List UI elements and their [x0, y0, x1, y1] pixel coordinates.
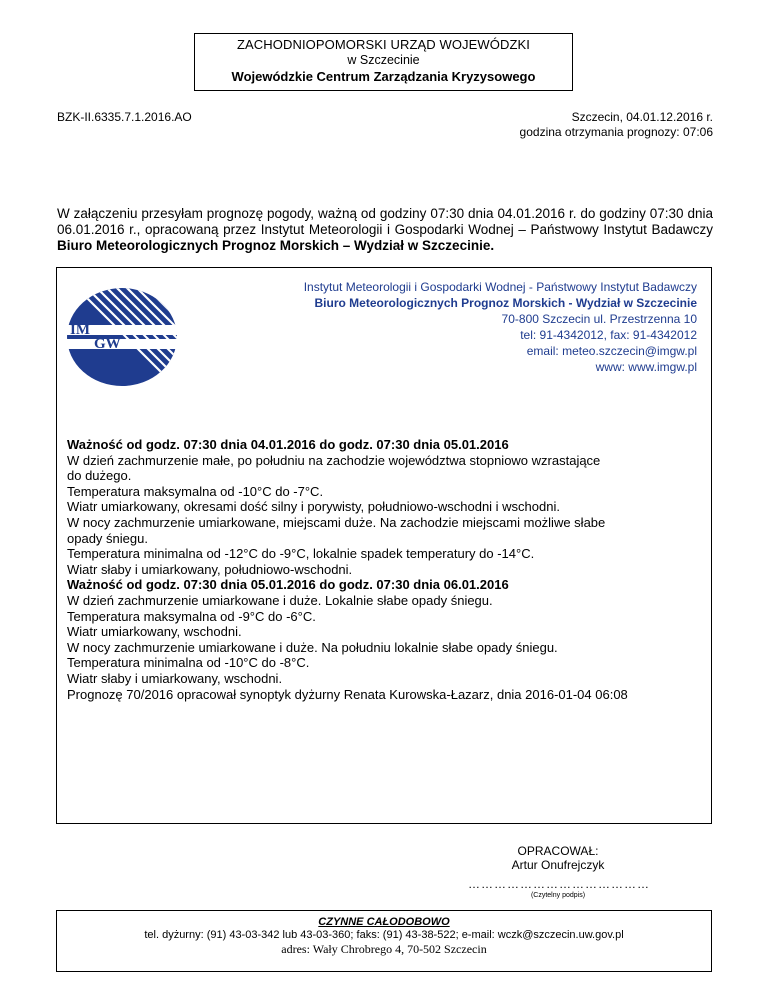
institute-www: www: www.imgw.pl [595, 360, 697, 374]
logo-text-bottom: GW [94, 336, 121, 352]
institute-address: 70-800 Szczecin ul. Przestrzenna 10 [501, 312, 697, 326]
forecast-line: Temperatura minimalna od -12°C do -9°C, lokalnie spadek temperatury do -14°C. [67, 546, 535, 562]
signature-caption: (Czytelny podpis) [530, 892, 586, 899]
forecast-line: Wiatr umiarkowany, wschodni. [67, 624, 242, 640]
forecast-line: W dzień zachmurzenie umiarkowane i duże. Lokalnie słabe opady śniegu. [67, 592, 493, 608]
signature-name: Artur Onufrejczyk [511, 858, 605, 872]
institute-name: Instytut Meteorologii i Gospodarki Wodnej - Państwowy Instytut Badawczy [303, 280, 697, 294]
forecast-validity-heading: Ważność od godz. 07:30 dnia 04.01.2016 do godz. 07:30 dnia 05.01.2016 [67, 437, 509, 452]
place-date: Szczecin, 04.01.12.2016 r. [571, 110, 713, 124]
place-date-block [520, 110, 713, 140]
institute-email: email: meteo.szczecin@imgw.pl [526, 344, 697, 358]
letterhead-box [194, 33, 573, 91]
intro-paragraph [57, 206, 713, 254]
reference-number: BZK-II.6335.7.1.2016.AO [57, 110, 192, 124]
footer-contacts: tel. dyżurny: (91) 43-03-342 lub 43-03-360; faks: (91) 43-38-522; e-mail: wczk@szczecin.uw.gov.pl [144, 929, 624, 941]
signature-block [468, 844, 648, 899]
office-name: ZACHODNIOPOMORSKI URZĄD WOJEWÓDZKI [236, 37, 530, 52]
imgw-logo [66, 287, 178, 387]
footer-title: CZYNNE CAŁODOBOWO [318, 916, 450, 928]
logo-text-top: IM [70, 322, 90, 338]
forecast-line: Temperatura maksymalna od -10°C do -7°C. [67, 483, 324, 499]
institute-phone: tel: 91-4342012, fax: 91-4342012 [520, 328, 697, 342]
footer-box [56, 910, 712, 972]
intro-text: W załączeniu przesyłam prognozę pogody, ważną od godziny 07:30 dnia 04.01.2016 r. do godziny 07:30 dnia 06.01.2016 r., opracowaną przez Instytut Meteorologii i Gospodarki Wodnej – Państwowy Instytut Badawczy [57, 206, 713, 237]
crisis-center-name: Wojewódzkie Centrum Zarządzania Kryzysowego [231, 69, 536, 84]
forecast-line: Wiatr słaby i umiarkowany, południowo-wschodni. [67, 561, 353, 577]
forecast-line: Wiatr umiarkowany, okresami dość silny i porywisty, południowo-wschodni i wschodni. [67, 499, 560, 515]
intro-bold: Biuro Meteorologicznych Prognoz Morskich – Wydział w Szczecinie. [57, 238, 495, 253]
forecast-line: Wiatr słaby i umiarkowany, wschodni. [67, 670, 283, 686]
institute-contact [304, 279, 697, 375]
institute-office: Biuro Meteorologicznych Prognoz Morskich - Wydział w Szczecinie [314, 296, 697, 310]
receipt-time: godzina otrzymania prognozy: 07:06 [519, 125, 713, 139]
forecast-line: W nocy zachmurzenie umiarkowane, miejscami duże. Na zachodzie miejscami możliwe słabe [67, 514, 606, 530]
forecast-line: do dużego. [67, 468, 132, 484]
signature-line: …………………………………… [468, 877, 650, 891]
footer-address: adres: Wały Chrobrego 4, 70-502 Szczecin [281, 942, 487, 956]
forecast-line: Prognozę 70/2016 opracował synoptyk dyżurny Renata Kurowska-Łazarz, dnia 2016-01-04 06:08 [67, 686, 628, 702]
forecast-line: W dzień zachmurzenie małe, po południu na zachodzie województwa stopniowo wzrastające [67, 452, 601, 468]
forecast-text [67, 437, 707, 702]
forecast-line: opady śniegu. [67, 530, 148, 546]
signature-label: OPRACOWAŁ: [517, 844, 599, 858]
forecast-line: Temperatura minimalna od -10°C do -8°C. [67, 655, 310, 671]
forecast-line: Temperatura maksymalna od -9°C do -6°C. [67, 608, 316, 624]
office-city: w Szczecinie [347, 53, 420, 67]
forecast-validity-heading: Ważność od godz. 07:30 dnia 05.01.2016 do godz. 07:30 dnia 06.01.2016 [67, 577, 509, 593]
forecast-line: W nocy zachmurzenie umiarkowane i duże. Na południu lokalnie słabe opady śniegu. [67, 639, 558, 655]
